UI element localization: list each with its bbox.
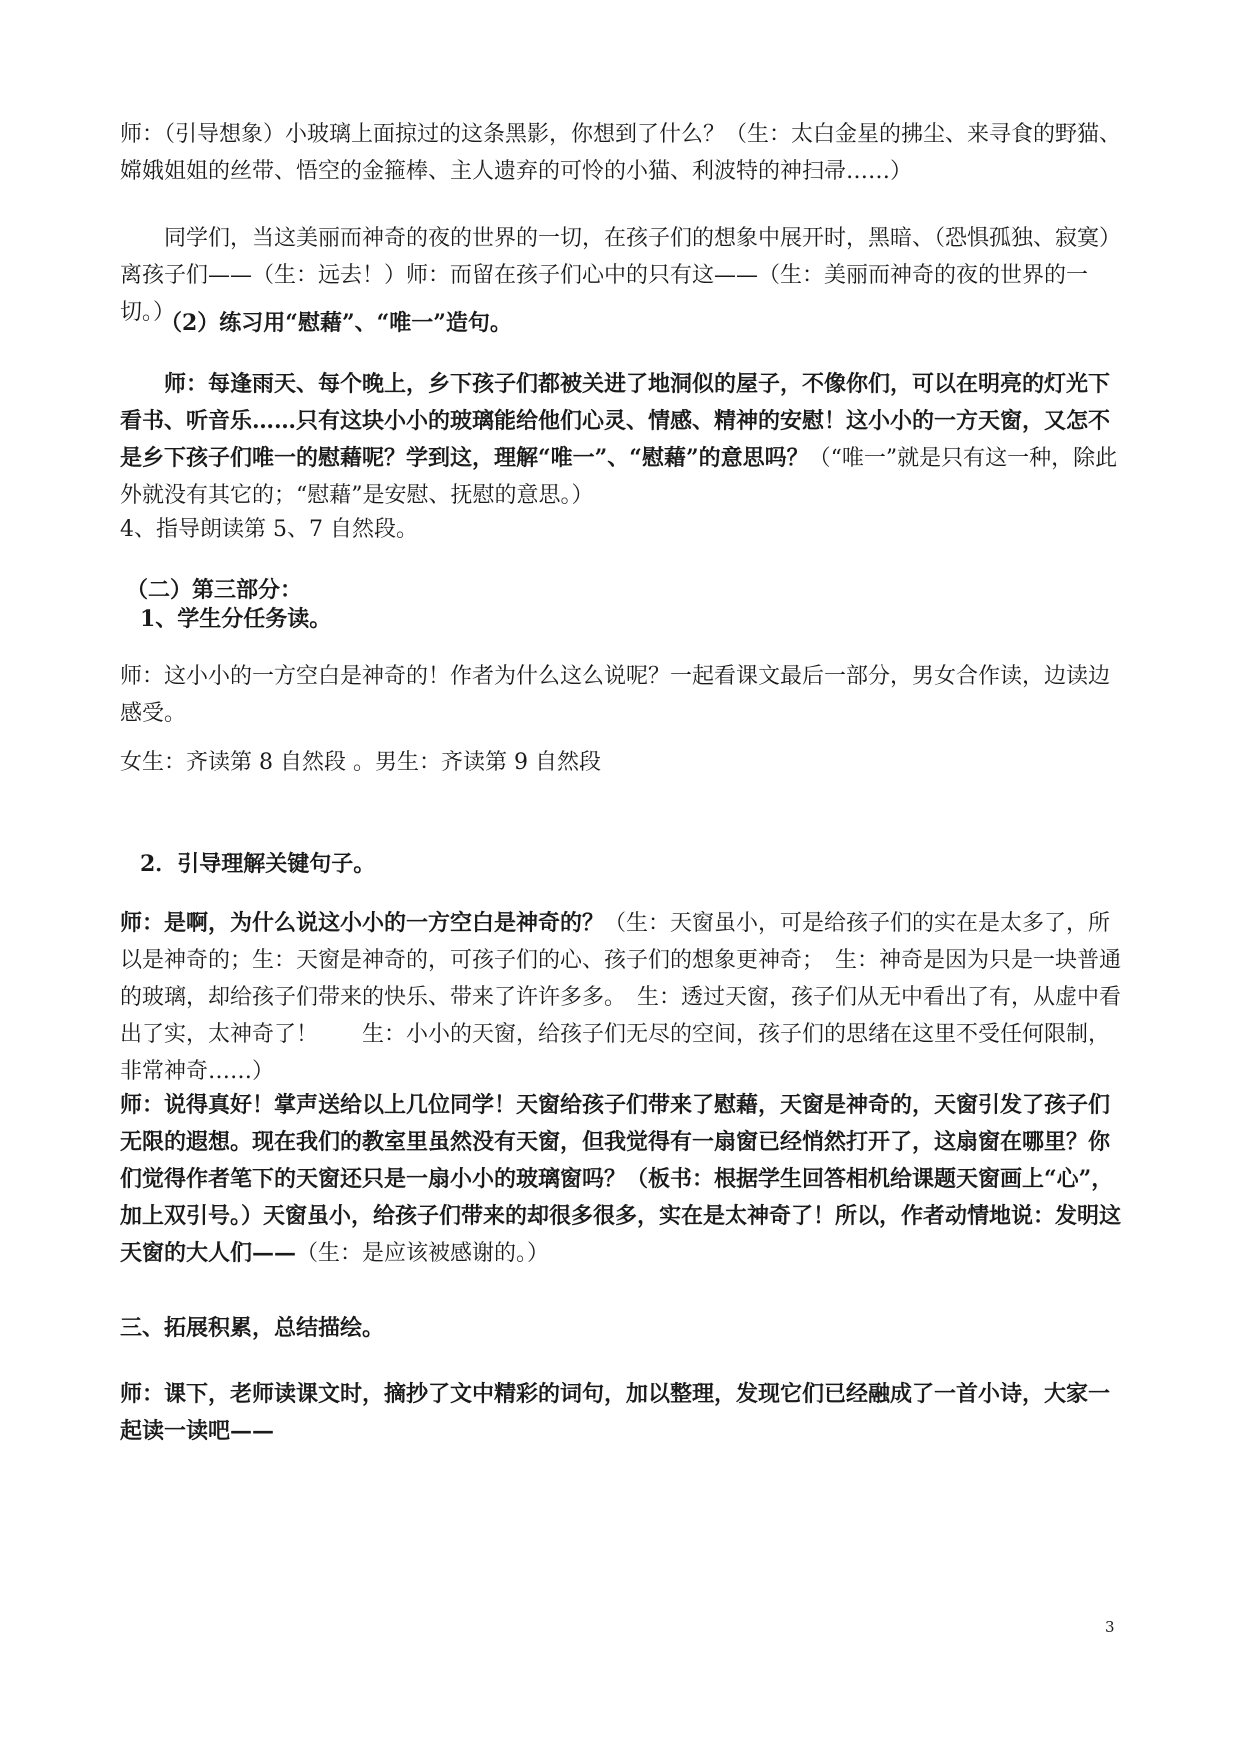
paragraph-group-reading: 女生：齐读第 8 自然段 。男生：齐读第 9 自然段 <box>120 750 601 775</box>
paragraph-imagination: 师：（引导想象）小玻璃上面掠过的这条黑影，你想到了什么？（生：太白金星的拂尘、来寻食的野猫、嫦娥姐姐的丝带、悟空的金箍棒、主人遗弃的可怜的小猫、利波特的神扫帚……） <box>120 122 1122 184</box>
teacher-speech: 师：说得真好！掌声送给以上几位同学！天窗给孩子们带来了慰藉，天窗是神奇的，天窗引发了孩子们无限的遐想。现在我们的教室里虽然没有天窗，但我觉得有一扇窗已经悄然打开了，这扇窗在哪里？你们觉得作者笔下的天窗还只是一扇小小的玻璃窗吗？（板书：根据学生回答相机给课题天窗画上“心”，加上双引号。）天窗虽小，给孩子们带来的却很多很多，实在是太神奇了！所以，作者动情地说：发明这天窗的大人们—— <box>120 1092 1122 1266</box>
student-reply: （生：是应该被感谢的。） <box>296 1241 550 1266</box>
paragraph-comfort <box>120 366 1130 514</box>
heading-part-three: （二）第三部分： <box>126 577 303 603</box>
paragraph-magic-discussion <box>120 905 1130 1090</box>
paragraph-blank-question: 师：这小小的一方空白是神奇的！作者为什么这么说呢？一起看课文最后一部分，男女合作读，边读边感受。 <box>120 664 1111 726</box>
teacher-question: 师：是啊，为什么说这小小的一方空白是神奇的？ <box>120 910 605 936</box>
heading-extension: 三、拓展积累，总结描绘。 <box>120 1315 385 1341</box>
heading-task-reading: 1、学生分任务读。 <box>140 606 332 632</box>
paragraph-praise <box>120 1087 1130 1272</box>
explanation: （“唯一”就是只有这一种，除此外就没有其它的；“慰藉”是安慰、抚慰的意思。） <box>120 446 1118 508</box>
heading-key-sentences: 2．引导理解关键句子。 <box>140 851 376 877</box>
page-number: 3 <box>1105 1618 1115 1636</box>
heading-practice-sentences: （2）练习用“慰藉”、“唯一”造句。 <box>160 310 512 336</box>
paragraph-poem-intro: 师：课下，老师读课文时，摘抄了文中精彩的词句，加以整理，发现它们已经融成了一首小诗，大家一起读一读吧—— <box>120 1381 1111 1444</box>
paragraph-reading-guide: 4、指导朗读第 5、7 自然段。 <box>120 517 418 542</box>
student-answers: （生：天窗虽小，可是给孩子们的实在是太多了，所以是神奇的；生：天窗是神奇的，可孩子们的心、孩子们的想象更神奇； 生：神奇是因为只是一块普通的玻璃，却给孩子们带来的快乐、带来了许许多多。 生：透过天窗，孩子们从无中看出了有，从虚中看出了实，太神奇了！ 生：小小的天窗，给孩子们无尽的空间，孩子们的思绪在这里不受任何限制，非常神奇……） <box>120 911 1122 1084</box>
paragraph-night-world: 同学们，当这美丽而神奇的夜的世界的一切，在孩子们的想象中展开时，黑暗、（恐惧孤独、寂寞）离孩子们——（生：远去！）师：而留在孩子们心中的只有这——（生：美丽而神奇的夜的世界的一切。） <box>120 226 1122 325</box>
teacher-speech: 师：每逢雨天、每个晚上，乡下孩子们都被关进了地洞似的屋子，不像你们，可以在明亮的灯光下看书、听音乐……只有这块小小的玻璃能给他们心灵、情感、精神的安慰！这小小的一方天窗，又怎不是乡下孩子们唯一的慰藉呢？学到这，理解“唯一”、“慰藉”的意思吗？ <box>120 371 1111 471</box>
